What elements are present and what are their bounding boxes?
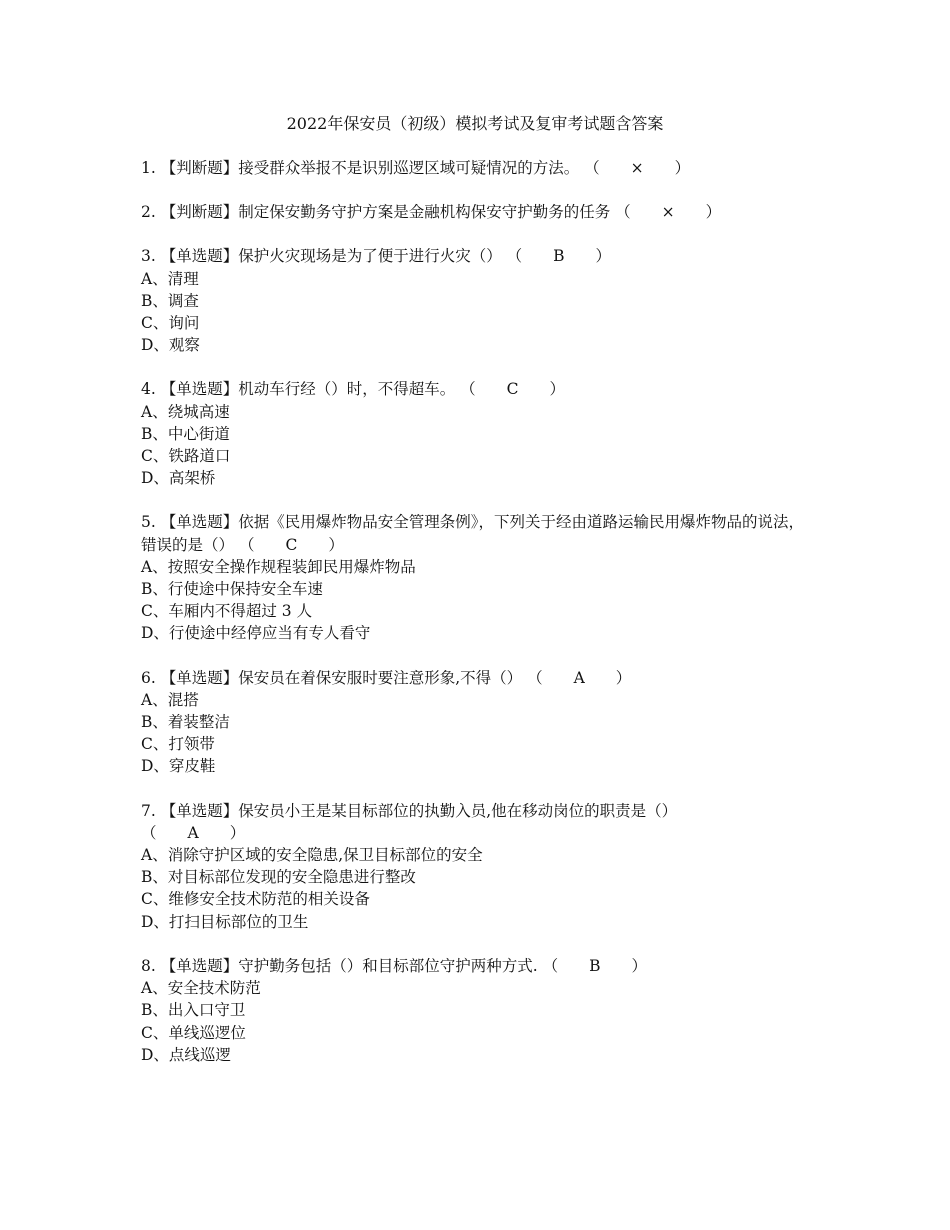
question-answer: （ × ） <box>584 159 691 177</box>
option-d: D、打扫目标部位的卫生 <box>141 912 309 931</box>
question-answer: （ A ） <box>527 668 632 687</box>
question-stem: 8. 【单选题】守护勤务包括（）和目标部位守护两种方式. <box>141 956 538 975</box>
question-answer: （ B ） <box>542 956 647 975</box>
option-a: A、消除守护区域的安全隐患,保卫目标部位的安全 <box>141 846 483 865</box>
option-b: B、调查 <box>141 291 199 310</box>
option-b: B、中心街道 <box>141 424 230 443</box>
option-d: D、观察 <box>141 336 200 355</box>
question-7 <box>141 800 816 933</box>
option-b: B、行使途中保持安全车速 <box>141 580 323 599</box>
option-b: B、着装整洁 <box>141 713 230 732</box>
question-3 <box>141 245 816 356</box>
option-c: C、维修安全技术防范的相关设备 <box>141 890 370 909</box>
option-a: A、混搭 <box>141 690 199 709</box>
option-a: A、清理 <box>141 269 199 288</box>
option-c: C、车厢内不得超过 3 人 <box>141 602 313 621</box>
option-c: C、铁路道口 <box>141 447 231 466</box>
question-answer: （ × ） <box>615 203 722 222</box>
question-1 <box>141 157 816 179</box>
question-answer: （ B ） <box>506 247 612 266</box>
question-stem: 1. 【判断题】接受群众举报不是识别巡逻区域可疑情况的方法。 <box>141 159 580 177</box>
question-stem: 4. 【单选题】机动车行经（）时，不得超车。 <box>141 380 456 399</box>
document-title: 2022年保安员（初级）模拟考试及复审考试题含答案 <box>286 114 664 133</box>
option-a: A、安全技术防范 <box>141 979 261 998</box>
question-8 <box>141 955 816 1066</box>
question-stem: 2. 【判断题】制定保安勤务守护方案是金融机构保安守护勤务的任务 <box>141 203 611 222</box>
question-2 <box>141 201 816 223</box>
option-d: D、点线巡逻 <box>141 1045 231 1064</box>
option-d: D、穿皮鞋 <box>141 757 216 776</box>
question-stem: 3. 【单选题】保护火灾现场是为了便于进行火灾（） <box>141 247 502 266</box>
question-5 <box>141 511 816 644</box>
question-stem: 7. 【单选题】保安员小王是某目标部位的执勤入员,他在移动岗位的职责是（） <box>141 801 678 820</box>
question-stem: 6. 【单选题】保安员在着保安服时要注意形象,不得（） <box>141 668 523 687</box>
option-d: D、高架桥 <box>141 469 216 488</box>
option-a: A、按照安全操作规程装卸民用爆炸物品 <box>141 557 416 576</box>
question-6 <box>141 667 816 778</box>
option-a: A、绕城高速 <box>141 402 230 421</box>
option-c: C、单线巡逻位 <box>141 1023 246 1042</box>
option-b: B、出入口守卫 <box>141 1001 246 1020</box>
question-4 <box>141 378 816 489</box>
option-d: D、行使途中经停应当有专人看守 <box>141 624 371 643</box>
question-answer: （ C ） <box>238 535 344 554</box>
option-b: B、对目标部位发现的安全隐患进行整改 <box>141 868 416 887</box>
question-answer: （ C ） <box>460 380 566 399</box>
option-c: C、询问 <box>141 314 200 333</box>
question-list <box>141 157 816 1088</box>
option-c: C、打领带 <box>141 735 215 754</box>
question-stem: 5. 【单选题】依据《民用爆炸物品安全管理条例》，下列关于经由道路运输民用爆炸物品的说法，错误的是（） <box>141 513 804 554</box>
question-answer: （ A ） <box>141 823 246 842</box>
